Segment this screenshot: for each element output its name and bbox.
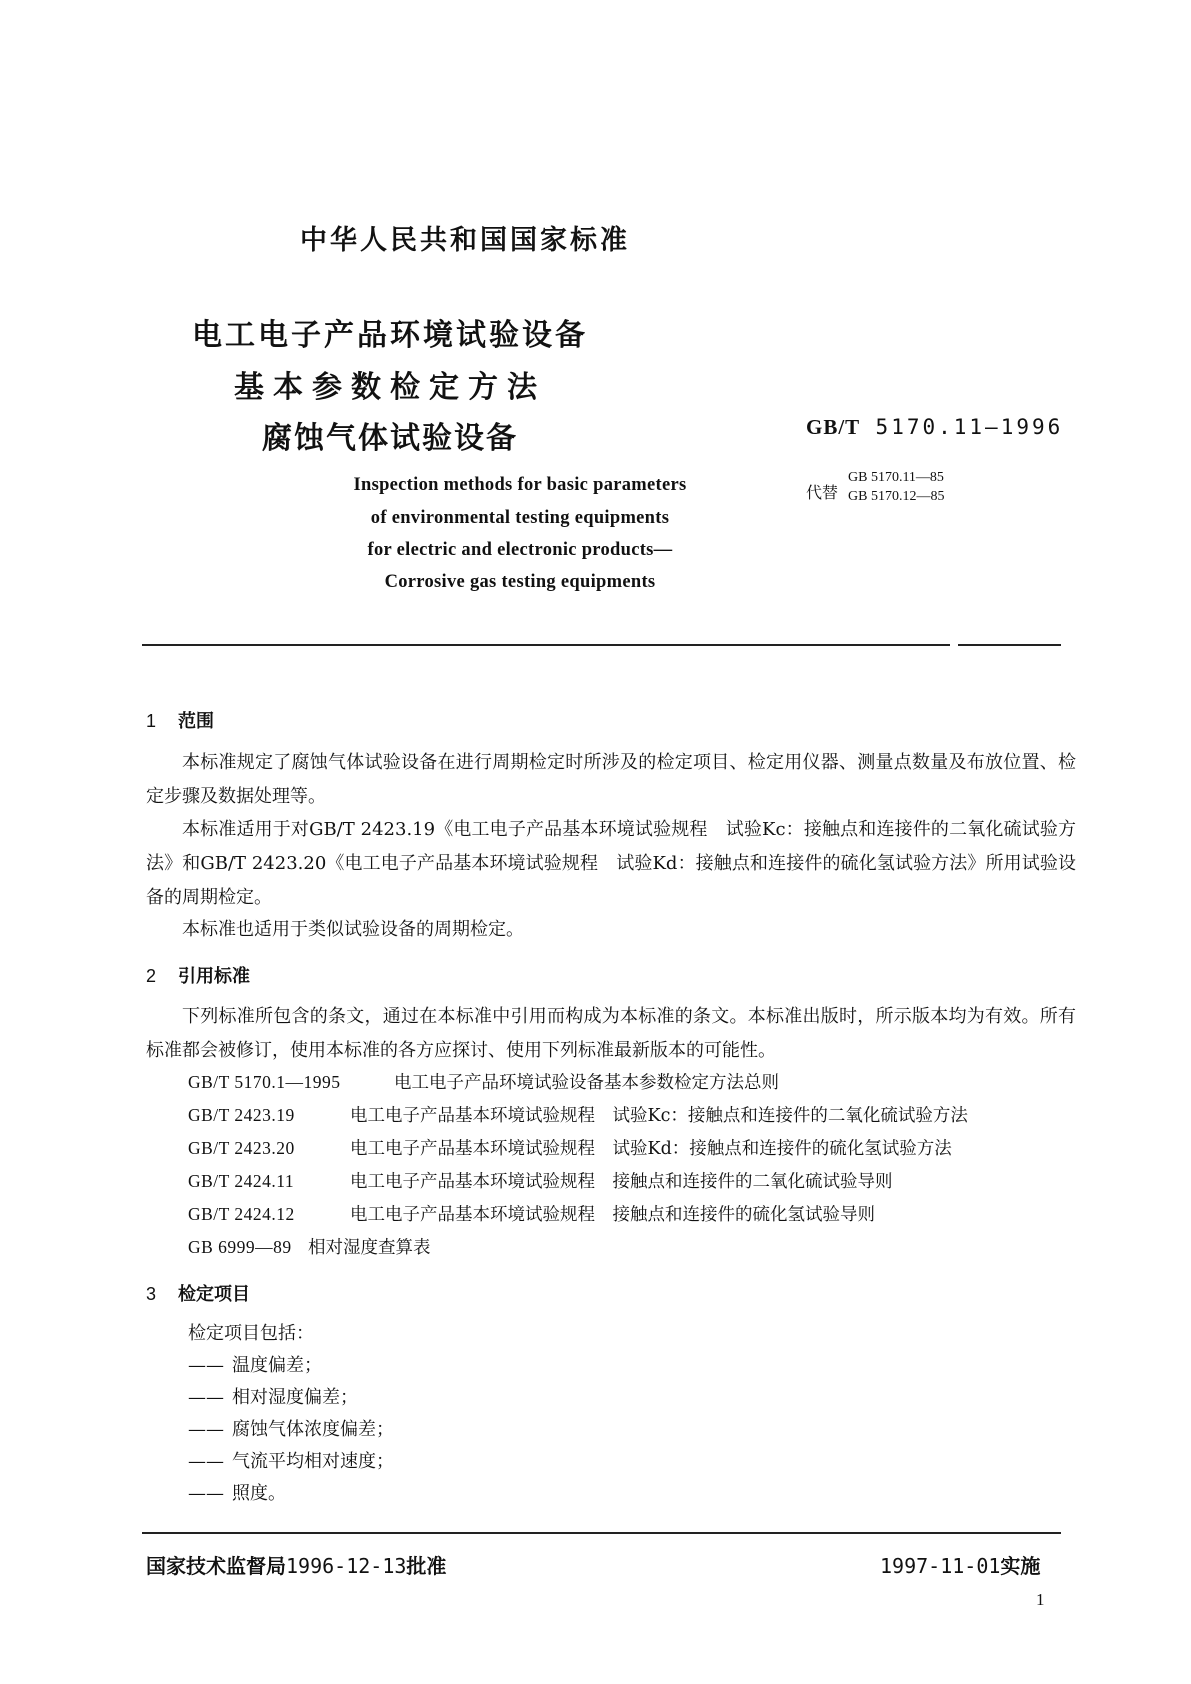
footer-divider bbox=[142, 1532, 1061, 1534]
standard-number bbox=[806, 415, 1063, 440]
paragraph: 本标准也适用于类似试验设备的周期检定。 bbox=[182, 919, 524, 940]
section-heading-items bbox=[146, 1280, 250, 1306]
inspection-item-text: 照度。 bbox=[232, 1483, 286, 1504]
reference-item bbox=[188, 1132, 968, 1165]
approval-org: 国家技术监督局 bbox=[146, 1554, 286, 1578]
reference-item bbox=[188, 1099, 968, 1132]
section-heading-scope bbox=[146, 707, 214, 733]
reference-code: GB/T 2423.19 bbox=[188, 1105, 295, 1125]
approval-line bbox=[146, 1550, 446, 1579]
dash: —— bbox=[188, 1419, 224, 1440]
section-title: 引用标准 bbox=[178, 966, 250, 987]
approval-date: 1996-12-13 bbox=[286, 1554, 407, 1578]
reference-title: 电工电子产品基本环境试验规程 试验Kd：接触点和连接件的硫化氢试验方法 bbox=[350, 1139, 952, 1159]
inspection-intro: 检定项目包括： bbox=[188, 1323, 314, 1344]
title-line-2: 基本参数检定方法 bbox=[234, 370, 546, 405]
replaces-label: 代替 bbox=[806, 483, 839, 502]
inspection-item-text: 腐蚀气体浓度偏差； bbox=[232, 1419, 394, 1440]
inspection-item bbox=[188, 1478, 394, 1510]
reference-item bbox=[188, 1198, 968, 1231]
reference-title: 相对湿度查算表 bbox=[308, 1238, 431, 1258]
inspection-item-text: 气流平均相对速度； bbox=[232, 1451, 394, 1472]
standard-prefix: GB/T bbox=[806, 415, 861, 439]
paragraph: 本标准适用于对GB/T 2423.19《电工电子产品基本环境试验规程 试验Kc：接触点和连接件的二氧化硫试验方法》和GB/T 2423.20《电工电子产品基本环境试验规程 试验Kd：接触点和连接件的硫化氢试验方法》所用试验设备的周期检定。 bbox=[146, 819, 1076, 908]
inspection-item bbox=[188, 1350, 394, 1382]
paragraph: 本标准规定了腐蚀气体试验设备在进行周期检定时所涉及的检定项目、检定用仪器、测量点数量及布放位置、检定步骤及数据处理等。 bbox=[146, 752, 1076, 807]
english-title-line: of environmental testing equipments bbox=[370, 508, 670, 528]
title-line-1: 电工电子产品环境试验设备 bbox=[192, 318, 588, 353]
paragraph: 下列标准所包含的条文，通过在本标准中引用而构成为本标准的条文。本标准出版时，所示版本均为有效。所有标准都会被修订，使用本标准的各方应探讨、使用下列标准最新版本的可能性。 bbox=[146, 1006, 1076, 1061]
replaced-standard: GB 5170.12—85 bbox=[848, 489, 945, 504]
reference-code: GB 6999—89 bbox=[188, 1237, 292, 1257]
reference-code: GB/T 2423.20 bbox=[188, 1138, 295, 1158]
inspection-item bbox=[188, 1414, 394, 1446]
reference-list bbox=[188, 1066, 968, 1264]
dash: —— bbox=[188, 1451, 224, 1472]
english-title-line: for electric and electronic products— bbox=[367, 540, 673, 560]
header-divider bbox=[958, 644, 1061, 646]
dash: —— bbox=[188, 1483, 224, 1504]
section-title: 范围 bbox=[178, 711, 214, 732]
effective-line bbox=[880, 1550, 1040, 1579]
page-number: 1 bbox=[1036, 1590, 1045, 1609]
reference-title: 电工电子产品基本环境试验规程 接触点和连接件的二氧化硫试验导则 bbox=[350, 1172, 893, 1192]
inspection-item-text: 温度偏差； bbox=[232, 1355, 322, 1376]
reference-item bbox=[188, 1165, 968, 1198]
inspection-item-list bbox=[188, 1318, 394, 1510]
reference-code: GB/T 2424.11 bbox=[188, 1171, 295, 1191]
inspection-item-text: 相对湿度偏差； bbox=[232, 1387, 358, 1408]
english-title-line: Inspection methods for basic parameters bbox=[353, 475, 687, 495]
national-standard-heading: 中华人民共和国国家标准 bbox=[300, 225, 630, 256]
standard-code: 5170.11—1996 bbox=[875, 415, 1064, 439]
dash: —— bbox=[188, 1387, 224, 1408]
section-heading-references bbox=[146, 962, 250, 988]
effective-date: 1997-11-01 bbox=[880, 1554, 1001, 1578]
reference-code: GB/T 2424.12 bbox=[188, 1204, 295, 1224]
reference-item bbox=[188, 1066, 968, 1099]
section-number: 1 bbox=[146, 711, 157, 731]
effective-suffix: 实施 bbox=[1000, 1554, 1041, 1578]
reference-item bbox=[188, 1231, 968, 1264]
title-line-3: 腐蚀气体试验设备 bbox=[262, 421, 518, 456]
dash: —— bbox=[188, 1355, 224, 1376]
replaced-standard: GB 5170.11—85 bbox=[848, 470, 944, 485]
inspection-item bbox=[188, 1382, 394, 1414]
section-title: 检定项目 bbox=[178, 1284, 250, 1305]
section-number: 2 bbox=[146, 966, 157, 986]
header-divider bbox=[142, 644, 950, 646]
section-number: 3 bbox=[146, 1284, 157, 1304]
english-title-line: Corrosive gas testing equipments bbox=[384, 572, 656, 592]
reference-code: GB/T 5170.1—1995 bbox=[188, 1072, 341, 1092]
reference-title: 电工电子产品基本环境试验规程 接触点和连接件的硫化氢试验导则 bbox=[350, 1205, 875, 1225]
reference-title: 电工电子产品基本环境试验规程 试验Kc：接触点和连接件的二氧化硫试验方法 bbox=[350, 1106, 968, 1126]
inspection-item bbox=[188, 1446, 394, 1478]
reference-title: 电工电子产品环境试验设备基本参数检定方法总则 bbox=[394, 1073, 779, 1093]
approval-suffix: 批准 bbox=[406, 1554, 447, 1578]
